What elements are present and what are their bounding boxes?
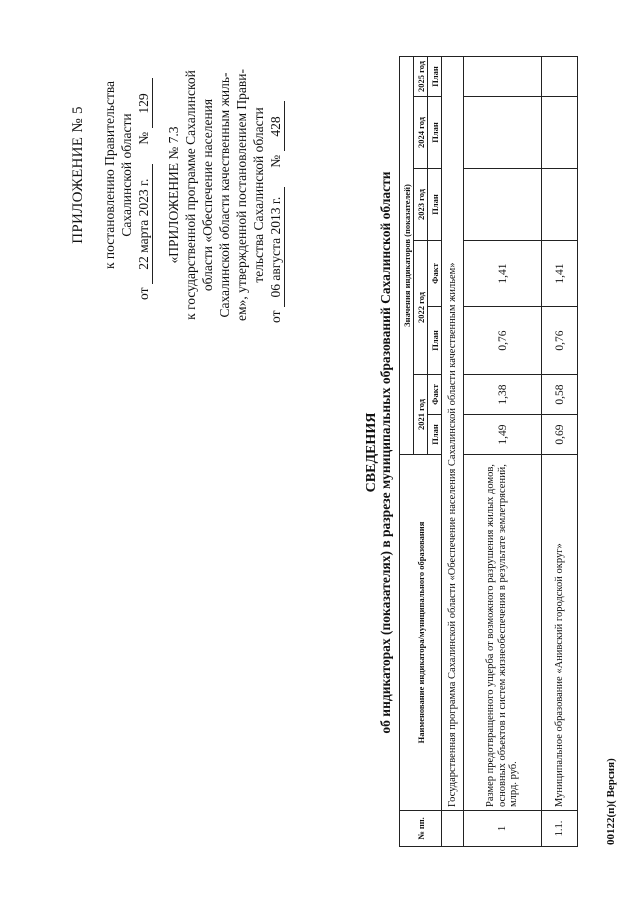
col-header-no: № пп. (400, 811, 442, 847)
year-header: 2023 год (414, 169, 428, 241)
from-label: от (136, 287, 151, 300)
appendix-7-3-line: тельства Сахалинской области (251, 107, 266, 283)
number-label: № (268, 154, 283, 168)
year-header: 2025 год (414, 57, 428, 97)
row-name: Муниципальное образование «Анивский городской округ» (542, 455, 578, 811)
year-header: 2021 год (414, 375, 428, 455)
row-name: Размер предотвращенного ущерба от возможного разрушения жилых домов, основных объектов и систем жизнеобеспечения в результате землетрясений, млрд. руб. (464, 455, 542, 811)
footer-version: 00122(п)( Версия) (605, 758, 617, 845)
cell-value: 0,76 (542, 307, 578, 375)
plan-header: План (428, 57, 442, 97)
cell-value: 0,58 (542, 375, 578, 415)
appendix-7-3-title: «ПРИЛОЖЕНИЕ № 7.3 (166, 126, 181, 264)
year-header: 2024 год (414, 97, 428, 169)
appendix-7-3-line: области «Обеспечение населения (200, 98, 215, 292)
appendix-5-block (70, 50, 153, 300)
appendix-7-3-line: Сахалинской области качественным жиль- (217, 72, 232, 318)
plan-header: План (428, 307, 442, 375)
cell-value: 1,49 (464, 415, 542, 455)
cell-value (464, 169, 542, 241)
appendix-5-number: 129 (135, 79, 153, 129)
col-header-name: Наименование индикатора/муниципального образования (400, 455, 442, 811)
fact-header: Факт (428, 241, 442, 307)
plan-header: План (428, 169, 442, 241)
cell-value (464, 97, 542, 169)
table-row (542, 57, 578, 847)
cell-value (542, 97, 578, 169)
row-no: 1.1. (542, 811, 578, 847)
document-subtitle: об индикаторах (показателях) в разрезе муниципальных образований Сахалинской области (378, 171, 393, 734)
cell-value: 1,38 (464, 375, 542, 415)
cell-value (542, 169, 578, 241)
cell-value: 0,76 (464, 307, 542, 375)
fact-header: Факт (428, 375, 442, 415)
appendix-5-date: 22 марта 2023 г. (135, 164, 153, 284)
document-title: СВЕДЕНИЯ (364, 412, 379, 493)
appendix-5-title: ПРИЛОЖЕНИЕ № 5 (70, 106, 86, 244)
program-row: Государственная программа Сахалинской области «Обеспечение населения Сахалинской области качественным жильем» (442, 57, 464, 811)
from-label: от (268, 310, 283, 323)
cell-value: 0,69 (542, 415, 578, 455)
appendix-7-3-line: ем», утвержденной постановлением Прави- (234, 69, 249, 321)
appendix-7-3-line: к государственной программе Сахалинской (183, 70, 198, 320)
appendix-5-line: к постановлению Правительства (102, 80, 117, 270)
appendix-7-3-date-row (267, 45, 285, 345)
appendix-5-line: Сахалинской области (119, 113, 134, 237)
number-label: № (136, 131, 151, 145)
cell-value: 1,41 (542, 241, 578, 307)
year-header: 2022 год (414, 241, 428, 375)
appendix-7-3-block (165, 45, 285, 345)
appendix-7-3-date: 06 августа 2013 г. (267, 187, 285, 307)
row-no: 1 (464, 811, 542, 847)
plan-header: План (428, 415, 442, 455)
indicators-table (399, 56, 578, 847)
appendix-5-date-row (135, 50, 153, 300)
cell-value (542, 57, 578, 97)
cell-value (464, 57, 542, 97)
appendix-7-3-number: 428 (267, 102, 285, 152)
cell-value: 1,41 (464, 241, 542, 307)
col-header-values: Значения индикаторов (показателей) (400, 57, 414, 455)
table-row (464, 57, 542, 847)
plan-header: План (428, 97, 442, 169)
